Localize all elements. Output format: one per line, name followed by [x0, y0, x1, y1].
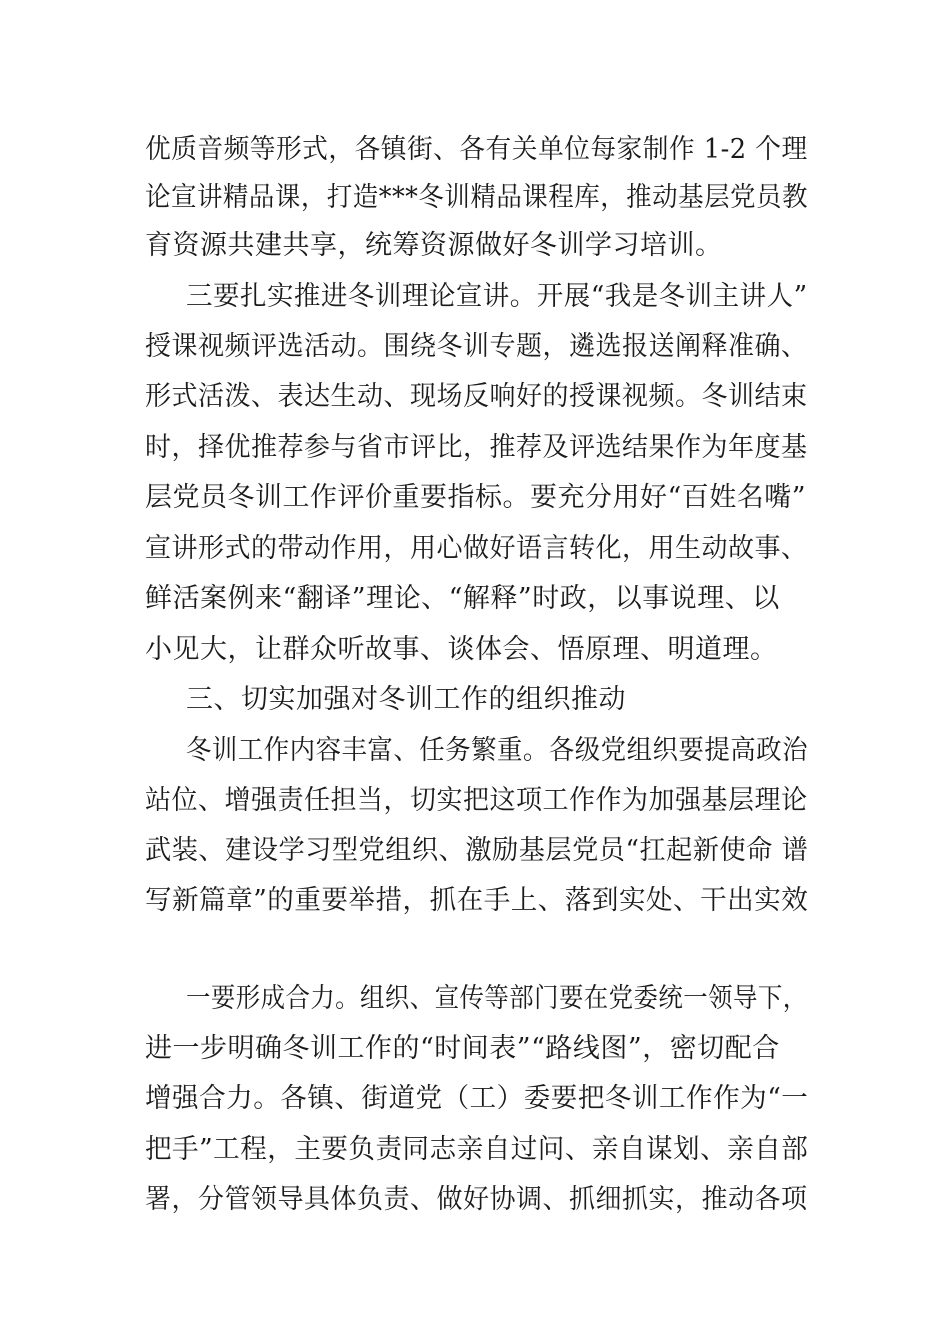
- paragraph-start-line: 三要扎实推进冬训理论宣讲。开展“我是冬训主讲人”: [186, 281, 808, 312]
- text-line: 署，分管领导具体负责、做好协调、抓细抓实，推动各项: [145, 1184, 808, 1215]
- text-line: 进一步明确冬训工作的“时间表”“路线图”，密切配合: [145, 1033, 780, 1064]
- text-line: 时，择优推荐参与省市评比，推荐及评选结果作为年度基: [145, 432, 808, 463]
- text-line: 写新篇章”的重要举措，抓在手上、落到实处、干出实效: [145, 885, 809, 916]
- paragraph-start-line: 一要形成合力。组织、宣传等部门要在党委统一领导下，: [186, 983, 808, 1014]
- text-line: 宣讲形式的带动作用，用心做好语言转化，用生动故事、: [145, 533, 808, 564]
- text-line: 增强合力。各镇、街道党（工）委要把冬训工作作为“一: [145, 1083, 809, 1114]
- text-line: 形式活泼、表达生动、现场反响好的授课视频。冬训结束: [145, 381, 808, 412]
- text-line: 授课视频评选活动。围绕冬训专题，遴选报送阐释准确、: [145, 331, 808, 362]
- text-line: 武装、建设学习型党组织、激励基层党员“扛起新使命 谱: [145, 835, 809, 866]
- text-line: 站位、增强责任担当，切实把这项工作作为加强基层理论: [145, 785, 808, 816]
- text-line: 鲜活案例来“翻译”理论、“解释”时政，以事说理、以: [145, 583, 780, 614]
- paragraph-start-line: 冬训工作内容丰富、任务繁重。各级党组织要提高政治: [186, 735, 808, 766]
- text-line: 层党员冬训工作评价重要指标。要充分用好“百姓名嘴”: [145, 482, 807, 513]
- text-line: 优质音频等形式，各镇街、各有关单位每家制作 1-2 个理: [145, 134, 808, 165]
- text-line: 小见大，让群众听故事、谈体会、悟原理、明道理。: [145, 634, 778, 665]
- text-line: 论宣讲精品课，打造***冬训精品课程库，推动基层党员教: [145, 182, 808, 213]
- text-line: 育资源共建共享，统筹资源做好冬训学习培训。: [145, 230, 723, 261]
- text-line: 把手”工程，主要负责同志亲自过问、亲自谋划、亲自部: [145, 1134, 809, 1165]
- section-heading: 三、切实加强对冬训工作的组织推动: [186, 684, 626, 715]
